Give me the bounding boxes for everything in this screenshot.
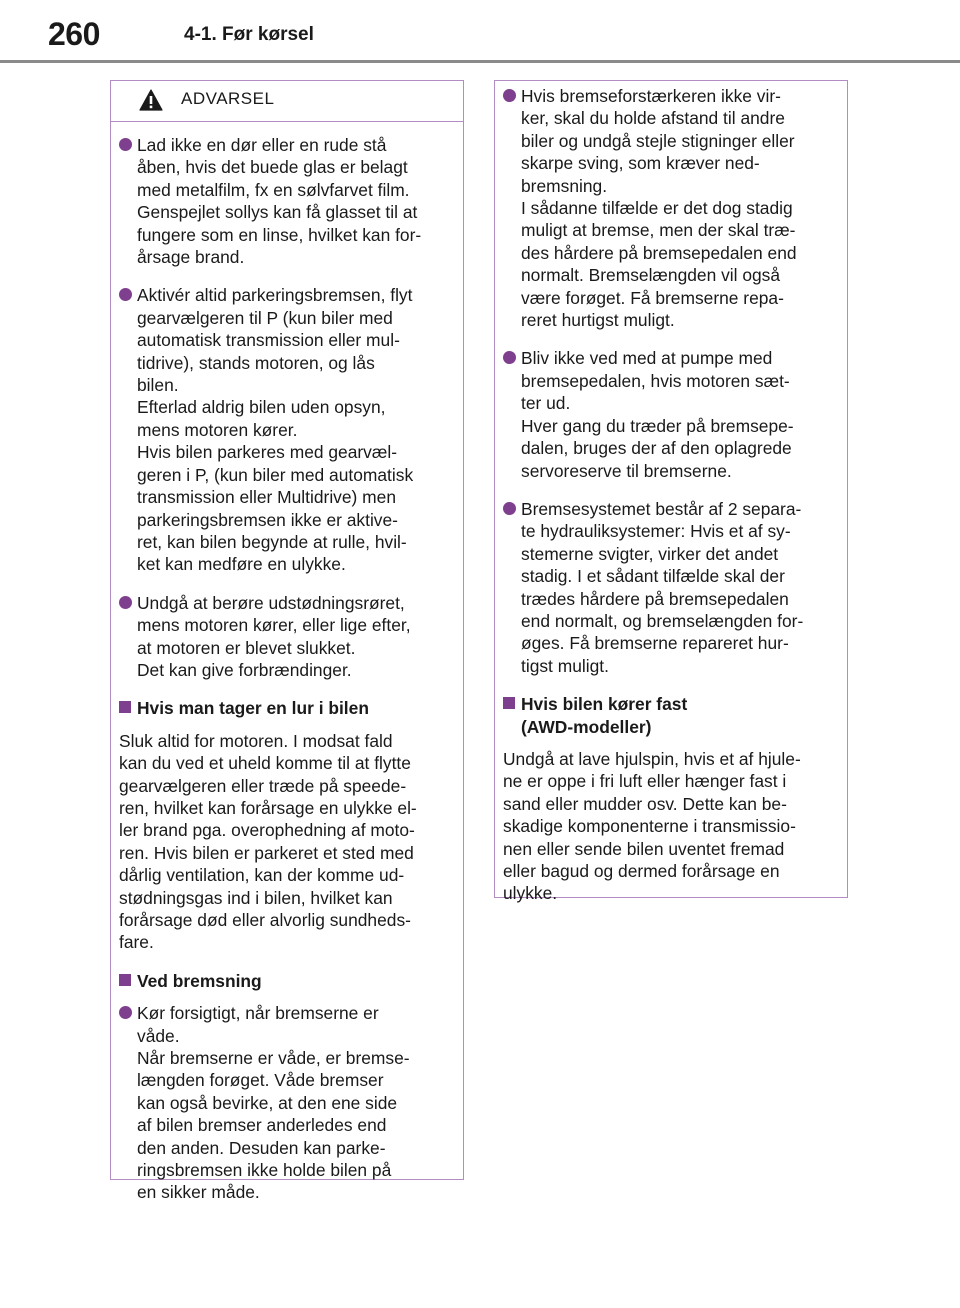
text-line: mens motoren kører, eller lige efter, [137, 615, 411, 636]
header-rule [0, 60, 960, 63]
section-title: 4-1. Før kørsel [184, 24, 314, 45]
text-line: eller bagud og dermed forårsage en [503, 861, 780, 881]
text-line: åben, hvis det buede glas er belagt [137, 157, 408, 178]
text-line: forårsage død eller alvorlig sundheds- [119, 910, 411, 930]
text-line: med metalfilm, fx en sølvfarvet film. [137, 179, 410, 200]
bullet-item [503, 498, 837, 677]
text-line: stemerne svigter, virker det andet [521, 543, 779, 564]
bullet-item [119, 592, 453, 682]
text-line: reret hurtigst muligt. [521, 310, 675, 331]
text-line: dalen, bruges der af den oplagrede [521, 438, 792, 459]
text-line: øges. Få bremserne repareret hur- [521, 633, 789, 654]
bullet-item [503, 85, 837, 331]
text-line: Ved bremsning [137, 970, 262, 991]
text-line: Sluk altid for motoren. I modsat fald [119, 730, 393, 751]
paragraph [119, 730, 453, 954]
warning-content-right [495, 81, 847, 905]
text-line: Kør forsigtigt, når bremserne er [137, 1003, 379, 1024]
text-line: ret, kan bilen begynde at rulle, hvil- [137, 531, 407, 552]
bullet-dot-icon [503, 502, 516, 515]
sub-heading [119, 970, 453, 992]
text-line: I sådanne tilfælde er det dog stadig [521, 198, 793, 219]
sub-heading [119, 697, 453, 719]
text-line: servoreserve til bremserne. [521, 460, 732, 481]
text-line: ne er oppe i fri luft eller hænger fast i [503, 771, 787, 792]
text-line: gearvælgeren eller træde på speede- [119, 775, 407, 796]
text-line: te hydrauliksystemer: Hvis et af sy- [521, 521, 791, 542]
text-line: mens motoren kører. [137, 419, 298, 440]
page-header [0, 0, 960, 64]
text-line: sand eller mudder osv. Dette kan be- [503, 793, 787, 814]
text-line: ler brand pga. overophedning af moto- [119, 820, 415, 841]
text-line: tidrive), stands motoren, og lås [137, 352, 375, 373]
bullet-item [119, 284, 453, 575]
bullet-dot-icon [503, 89, 516, 102]
square-marker-icon [503, 697, 515, 709]
warning-content-left [111, 122, 463, 1204]
bullet-dot-icon [503, 351, 516, 364]
text-line: geren i P, (kun biler med automatisk [137, 464, 414, 485]
text-line: (AWD-modeller) [521, 716, 652, 737]
text-line: ren, hvilket kan forårsage en ulykke el- [119, 797, 417, 818]
text-line: kan du ved et uheld komme til at flytte [119, 753, 411, 774]
warning-triangle-icon [139, 89, 163, 111]
text-line: den anden. Desuden kan parke- [137, 1137, 386, 1158]
text-line: gearvælgeren til P (kun biler med [137, 307, 393, 328]
warning-header [111, 81, 463, 122]
page-number: 260 [48, 16, 100, 52]
bullet-item [119, 134, 453, 268]
paragraph [503, 748, 837, 905]
text-line: ter ud. [521, 393, 571, 414]
text-line: Hvis bilen parkeres med gearvæl- [137, 442, 397, 463]
square-marker-icon [119, 974, 131, 986]
text-line: årsage brand. [137, 247, 245, 268]
text-line: en sikker måde. [137, 1182, 260, 1203]
text-line: stødningsgas ind i bilen, hvilket kan [119, 887, 393, 908]
bullet-item [503, 347, 837, 481]
text-line: fare. [119, 932, 154, 953]
text-line: ker, skal du holde afstand til andre [521, 108, 785, 129]
text-line: Undgå at lave hjulspin, hvis et af hjule- [503, 748, 801, 769]
text-line: stadig. I et sådant tilfælde skal der [521, 566, 785, 587]
square-marker-icon [119, 701, 131, 713]
warning-box-right [494, 80, 848, 904]
text-line: tigst muligt. [521, 655, 609, 676]
text-line: Lad ikke en dør eller en rude stå [137, 135, 387, 155]
text-line: biler og undgå stejle stigninger eller [521, 130, 795, 151]
text-line: være forøget. Få bremserne repa- [521, 287, 784, 308]
text-line: bilen. [137, 375, 179, 396]
text-line: trædes hårdere på bremsepedalen [521, 588, 789, 609]
text-line: muligt at bremse, men der skal træ- [521, 220, 796, 241]
text-line: bremsning. [521, 175, 608, 196]
text-line: længden forøget. Våde bremser [137, 1070, 384, 1091]
warning-box-left [110, 80, 464, 1203]
text-line: Hver gang du træder på bremsepe- [521, 415, 794, 436]
text-line: parkeringsbremsen ikke er aktive- [137, 509, 398, 530]
text-line: automatisk transmission eller mul- [137, 330, 400, 351]
text-line: normalt. Bremselængden vil også [521, 265, 781, 286]
text-line: Undgå at berøre udstødningsrøret, [137, 592, 405, 613]
text-line: af bilen bremser anderledes end [137, 1115, 387, 1136]
text-line: transmission eller Multidrive) men [137, 487, 396, 508]
text-line: ren. Hvis bilen er parkeret et sted med [119, 842, 414, 863]
text-line: Hvis bilen kører fast [521, 694, 688, 715]
text-line: ket kan medføre en ulykke. [137, 554, 346, 575]
bullet-item [119, 1002, 453, 1204]
text-line: Genspejlet sollys kan få glasset til at [137, 202, 418, 223]
sub-heading [503, 693, 837, 738]
text-line: Det kan give forbrændinger. [137, 659, 352, 680]
bullet-dot-icon [119, 288, 132, 301]
text-line: skarpe sving, som kræver ned- [521, 153, 760, 174]
text-line: Når bremserne er våde, er bremse- [137, 1048, 410, 1069]
text-line: kan også bevirke, at den ene side [137, 1092, 398, 1113]
bullet-dot-icon [119, 1006, 132, 1019]
text-line: skadige komponenterne i transmissio- [503, 816, 796, 837]
text-line: nen eller sende bilen uventet fremad [503, 838, 785, 859]
text-line: Bremsesystemet består af 2 separa- [521, 498, 802, 519]
text-line: des hårdere på bremsepedalen end [521, 242, 797, 263]
text-line: Hvis bremseforstærkeren ikke vir- [521, 86, 781, 106]
text-line: bremsepedalen, hvis motoren sæt- [521, 370, 790, 391]
text-line: Efterlad aldrig bilen uden opsyn, [137, 397, 386, 418]
text-line: Hvis man tager en lur i bilen [137, 698, 369, 719]
text-line: Aktivér altid parkeringsbremsen, flyt [137, 285, 413, 306]
bullet-dot-icon [119, 596, 132, 609]
text-line: at motoren er blevet slukket. [137, 637, 356, 658]
warning-title: ADVARSEL [181, 89, 275, 108]
text-line: våde. [137, 1025, 180, 1046]
text-line: end normalt, og bremselængden for- [521, 610, 804, 631]
text-line: fungere som en linse, hvilket kan for- [137, 224, 422, 245]
text-line: Bliv ikke ved med at pumpe med [521, 348, 773, 369]
bullet-dot-icon [119, 138, 132, 151]
text-line: dårlig ventilation, kan der komme ud- [119, 865, 405, 886]
text-line: ringsbremsen ikke holde bilen på [137, 1160, 392, 1181]
text-line: ulykke. [503, 883, 558, 904]
